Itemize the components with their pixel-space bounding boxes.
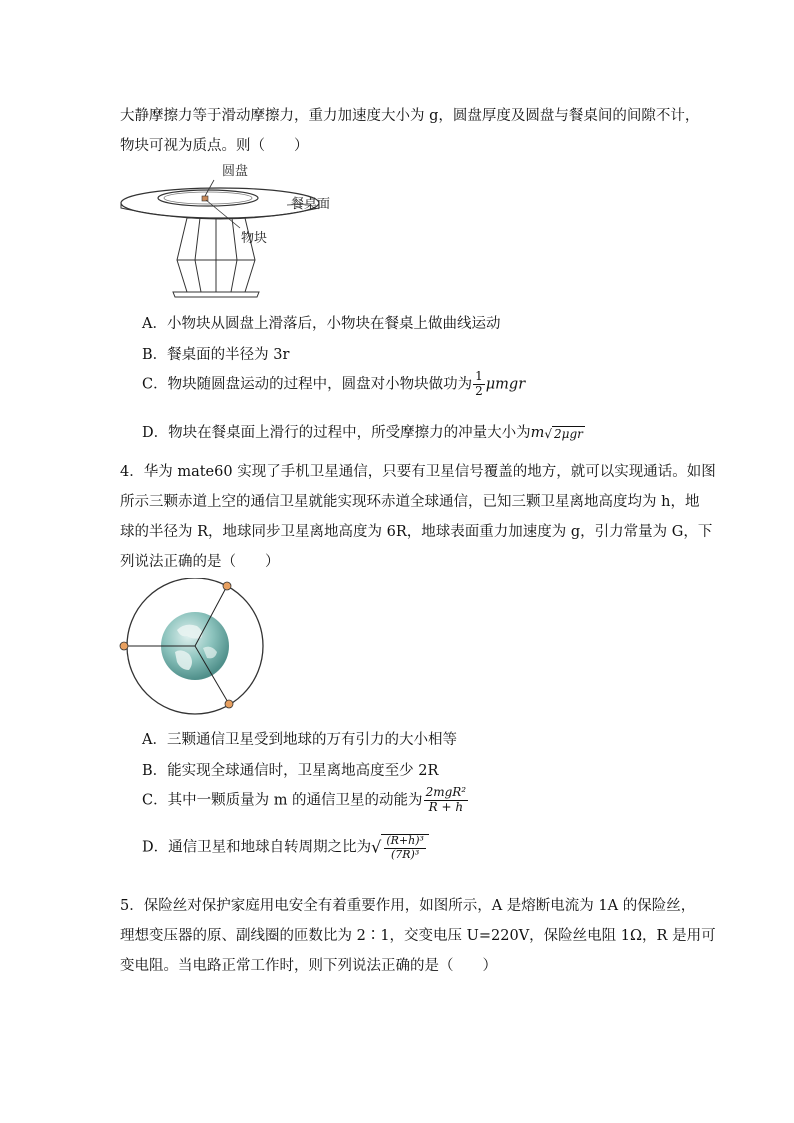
sqrt-radicand: 2μgr [554,426,583,441]
block [202,196,208,201]
q4-option-c-fraction [424,786,469,815]
q4-option-d [142,834,429,861]
label-table: 餐桌面 [291,197,331,212]
q3-option-d [142,421,585,442]
q3-option-a: A．小物块从圆盘上滑落后，小物块在餐桌上做曲线运动 [142,316,501,332]
q4-option-a: A．三颗通信卫星受到地球的万有引力的大小相等 [142,732,457,748]
fraction-numerator: 2mgR² [425,785,467,799]
fraction-denominator: (7R)³ [390,847,420,861]
q4-option-d-text: D．通信卫星和地球自转周期之比为 [142,839,372,856]
q3-option-c-tail: μmgr [485,376,526,393]
table-base [173,218,259,297]
q4-text-line4: 列说法正确的是（ ） [120,554,280,570]
label-disc: 圆盘 [222,164,249,179]
q4-text-line1: 4．华为 mate60 实现了手机卫星通信，只要有卫星信号覆盖的地方，就可以实现通话。如图 [120,464,716,480]
q4-option-c [142,786,469,815]
q4-option-b: B．能实现全球通信时，卫星离地高度至少 2R [142,763,439,779]
q3-option-c-text: C．物块随圆盘运动的过程中，圆盘对小物块做功为 [142,376,473,393]
fraction-numerator: 1 [475,369,483,383]
q4-text-line3: 球的半径为 R，地球同步卫星离地高度为 6R，地球表面重力加速度为 g，引力常量为 G，下 [120,524,713,540]
label-block: 物块 [241,231,268,246]
fraction-numerator: (R+h)³ [386,834,424,847]
q4-option-c-text: C．其中一颗质量为 m 的通信卫星的动能为 [142,792,423,809]
q5-text-line3: 变电阻。当电路正常工作时，则下列说法正确的是（ ） [120,958,497,974]
q3-option-b: B．餐桌面的半径为 3r [142,347,290,363]
q3-option-d-sqrt: √ 2μgr [544,426,583,441]
round-table-figure [115,160,345,300]
satellite-2 [120,642,128,650]
q3-option-c [142,370,525,399]
fraction-denominator: R + h [428,799,464,814]
satellite-orbit-figure [115,578,275,718]
q5-text-line2: 理想变压器的原、副线圈的匝数比为 2∶1，交变电压 U=220V，保险丝电阻 1Ω，R 是用可 [120,928,716,944]
q3-option-d-m: m [530,425,545,441]
satellite-1 [223,582,231,590]
q3-text-line2: 物块可视为质点。则（ ） [120,138,309,154]
q3-option-c-fraction [473,370,485,399]
fraction-denominator: 2 [475,383,483,398]
q3-text-line1: 大静摩擦力等于滑动摩擦力，重力加速度大小为 g，圆盘厚度及圆盘与餐桌间的间隙不计， [120,108,700,124]
q4-option-d-sqrt: √ $\frac{\text{(R+h)³}}{\text{(7R)³}}$ [371,834,429,861]
satellite-3 [225,700,233,708]
q5-text-line1: 5．保险丝对保护家庭用电安全有着重要作用，如图所示，A 是熔断电流为 1A 的保险丝， [120,898,696,914]
q3-option-d-text: D．物块在餐桌面上滑行的过程中，所受摩擦力的冲量大小为 [142,425,531,441]
q4-text-line2: 所示三颗赤道上空的通信卫星就能实现环赤道全球通信，已知三颗卫星离地高度均为 h，地 [120,494,700,510]
